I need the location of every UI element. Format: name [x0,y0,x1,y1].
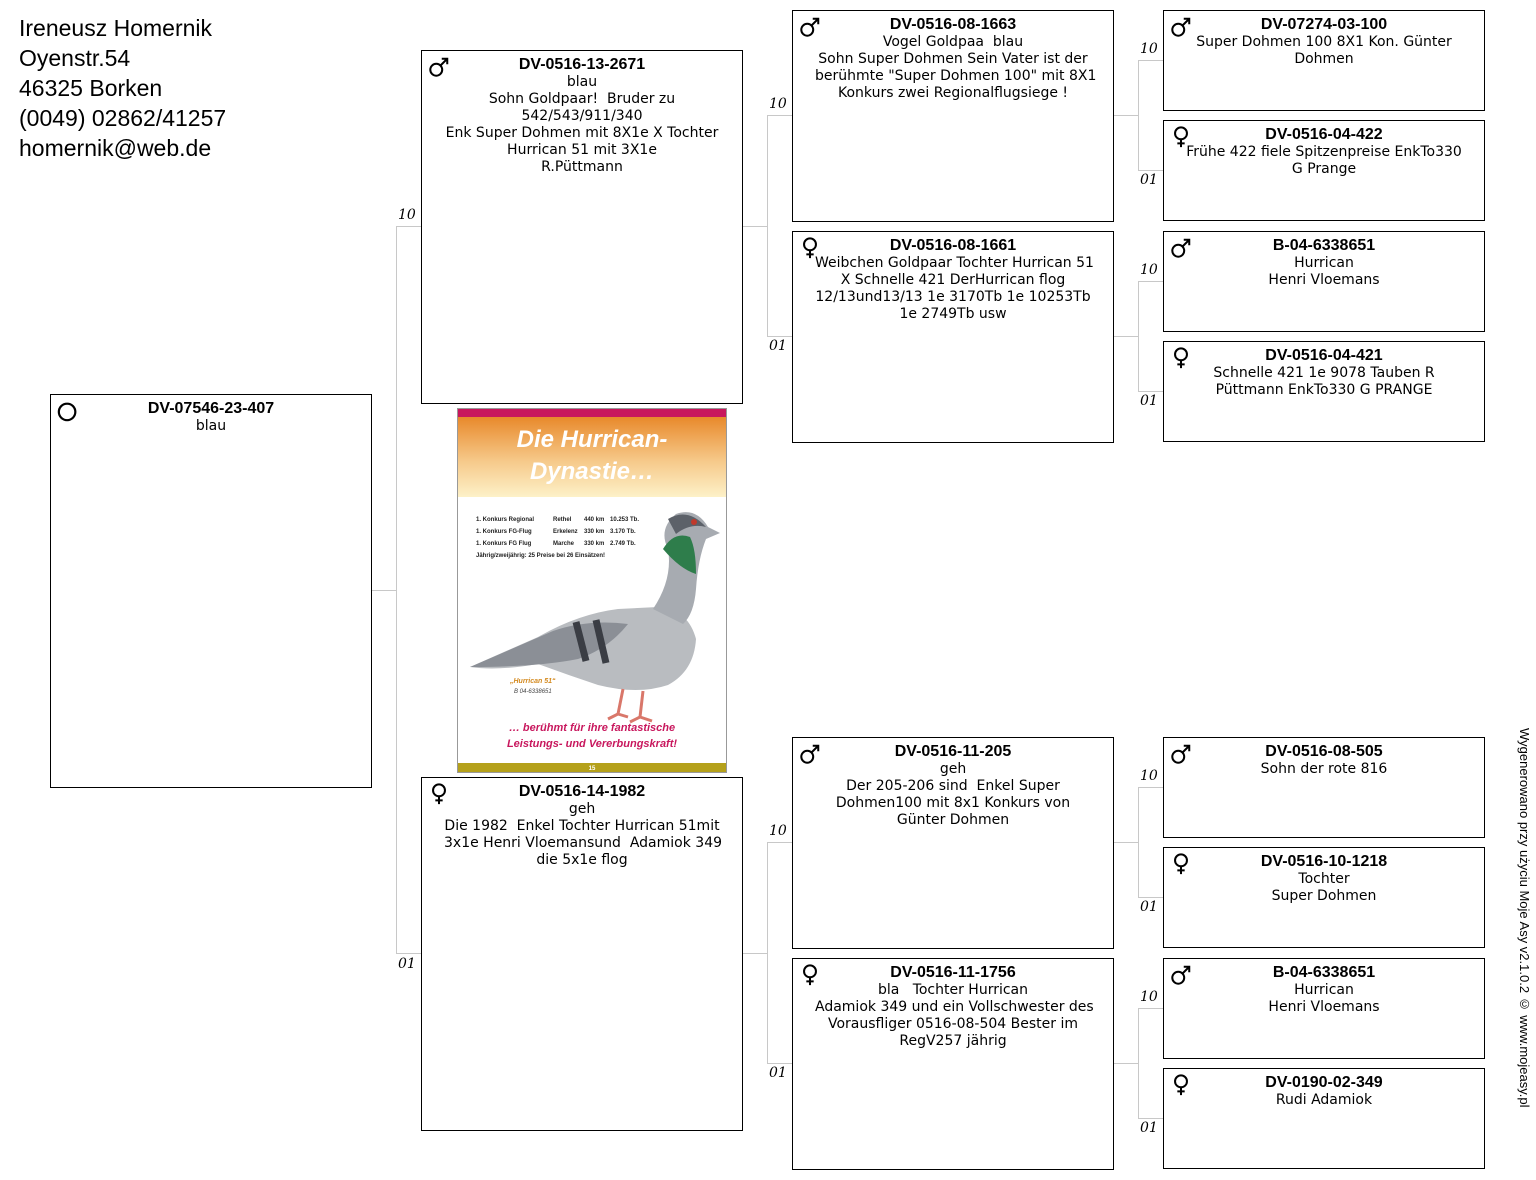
description-line: Henri Vloemans [1268,999,1380,1015]
description-line: Püttmann EnkTo330 G PRANGE [1215,382,1433,398]
description-line: Super Dohmen [1271,888,1377,904]
description-line: die 5x1e flog [536,852,628,868]
unknown-sex-icon [57,399,79,423]
gen-label-mother: 01 [398,956,416,972]
description-line: 1e 2749Tb usw [899,306,1007,322]
male-icon [1170,742,1192,766]
poster-slogan-line1: … berühmt für ihre fantastische [508,722,676,734]
description-line: Der 205-206 sind Enkel Super [846,778,1060,794]
description-line: blau [566,74,598,90]
ring-number: DV-0516-08-505 [1265,743,1383,760]
description-line: Sohn Super Dohmen Sein Vater ist der [818,51,1088,67]
gen-label-father: 10 [1140,768,1158,784]
description-line: Weibchen Goldpaar Tochter Hurrican 51 [815,255,1094,271]
pigeon-card-dam-sire[interactable] [792,737,1114,949]
pigeon-card-dd-sire[interactable] [1163,958,1485,1059]
pigeon-card-dd-dam[interactable] [1163,1068,1485,1169]
pigeon-card-sd-dam[interactable] [1163,341,1485,442]
description-line: Hurrican 51 mit 3X1e [507,142,657,158]
gen-label-father: 10 [398,207,416,223]
ring-number: B-04-6338651 [1272,964,1376,981]
gen-label-mother: 01 [1140,1120,1158,1136]
description-line: geh [568,801,596,817]
description-line: Enk Super Dohmen mit 8X1e X Tochter [445,125,719,141]
description-line: Günter Dohmen [896,812,1010,828]
female-icon [428,782,450,806]
description-line: G Prange [1291,161,1357,177]
female-icon [1170,852,1192,876]
poster-result-1-birds: 10.253 Tb. [610,517,640,523]
gen-label-father: 10 [769,96,787,112]
description-line: Sohn der rote 816 [1260,761,1388,777]
pigeon-description [1164,871,1484,905]
gen-label-father: 10 [1140,989,1158,1005]
poster-result-2-place: Erkelenz [553,529,578,535]
ring-number: DV-0516-10-1218 [1260,853,1388,870]
ring-number: DV-0190-02-349 [1265,1074,1383,1091]
female-icon [1170,1073,1192,1097]
poster-result-3-distance: 330 km [584,541,605,547]
description-line: Schnelle 421 1e 9078 Tauben R [1213,365,1435,381]
pigeon-description [793,34,1113,102]
male-icon [799,742,821,766]
description-line: Dohmen100 mit 8x1 Konkurs von [835,795,1071,811]
description-line: Adamiok 349 und ein Vollschwester des [815,999,1094,1015]
pigeon-card-ds-dam[interactable] [1163,847,1485,948]
ring-number: DV-0516-08-1661 [889,237,1017,254]
ring-number: DV-0516-11-205 [894,743,1012,760]
description-line: Rudi Adamiok [1275,1092,1373,1108]
gen-label-mother: 01 [1140,172,1158,188]
poster-bird-ring: B 04-6338651 [514,689,552,695]
pigeon-card-subject[interactable] [50,394,372,788]
ring-number: DV-0516-11-1756 [890,964,1016,981]
poster-result-2-birds: 3.170 Tb. [610,529,636,535]
owner-phone: (0049) 02862/41257 [19,105,227,131]
hurrican-poster-image [457,408,727,773]
pigeon-description [1164,255,1484,289]
ring-number: B-04-6338651 [1272,237,1376,254]
poster-page-number: 15 [588,766,596,772]
pigeon-description [1164,761,1484,778]
male-icon [799,15,821,39]
description-line: Tochter [1298,871,1350,887]
pigeon-card-sire[interactable] [421,50,743,404]
poster-result-1-name: 1. Konkurs Regional [476,517,535,523]
pigeon-description [1164,34,1484,68]
female-icon [799,963,821,987]
poster-slogan-line2: Leistungs- und Vererbungskraft! [506,738,678,750]
poster-result-3-name: 1. Konkurs FG Flug [476,541,532,547]
ring-number: DV-07546-23-407 [147,400,275,417]
poster-title-line2: Dynastie… [529,458,655,485]
male-icon [1170,963,1192,987]
poster-result-1-place: Rethel [553,517,572,523]
pigeon-description [793,761,1113,829]
poster-result-3-place: Marche [553,541,575,547]
description-line: Die 1982 Enkel Tochter Hurrican 51mit [444,818,720,834]
pigeon-description [422,801,742,869]
poster-result-3-birds: 2.749 Tb. [610,541,636,547]
description-line: Frühe 422 fiele Spitzenpreise EnkTo330 [1186,144,1462,160]
ring-number: DV-0516-08-1663 [889,16,1017,33]
pigeon-card-sd-sire[interactable] [1163,231,1485,332]
owner-street: Oyenstr.54 [19,45,131,71]
description-line: Konkurs zwei Regionalflugsiege ! [837,85,1069,101]
pigeon-card-sire-sire[interactable] [792,10,1114,222]
ring-number: DV-0516-13-2671 [518,56,646,73]
description-line: 542/543/911/340 [521,108,643,124]
owner-city: 46325 Borken [19,75,163,101]
description-line: geh [939,761,967,777]
description-line: RegV257 jährig [899,1033,1007,1049]
gen-label-father: 10 [769,823,787,839]
poster-result-1-distance: 440 km [584,517,605,523]
description-line: X Schnelle 421 DerHurrican flog [840,272,1066,288]
gen-label-father: 10 [1140,41,1158,57]
pigeon-card-dam[interactable] [421,777,743,1131]
owner-info [19,13,226,163]
description-line: Vorausfliger 0516-08-504 Bester im [827,1016,1079,1032]
description-line: 3x1e Henri Vloemansund Adamiok 349 [444,835,723,851]
pigeon-card-ss-dam[interactable] [1163,120,1485,221]
pigeon-description [1164,365,1484,399]
gen-label-father: 10 [1140,262,1158,278]
pigeon-card-ss-sire[interactable] [1163,10,1485,111]
ring-number: DV-07274-03-100 [1260,16,1388,33]
description-line: bla Tochter Hurrican [877,982,1029,998]
description-line: Hurrican [1294,255,1354,271]
pigeon-card-ds-sire[interactable] [1163,737,1485,838]
description-line: 12/13und13/13 1e 3170Tb 1e 10253Tb [815,289,1091,305]
female-icon [799,236,821,260]
male-icon [428,55,450,79]
description-line: Henri Vloemans [1268,272,1380,288]
pigeon-description [422,74,742,176]
generator-credit: Wygenerowano przy użyciu Moje Asy v2.1.0.2 © www.mojeasy.pl [1517,728,1532,1108]
poster-summary: Jährig/zweijährig: 25 Preise bei 26 Einsätzen! [476,553,606,559]
pigeon-description [1164,982,1484,1016]
pigeon-description [51,418,371,435]
gen-label-mother: 01 [1140,899,1158,915]
ring-number: DV-0516-14-1982 [518,783,646,800]
description-line: berühmte "Super Dohmen 100" mit 8X1 [815,68,1097,84]
ring-number: DV-0516-04-422 [1265,126,1383,143]
gen-label-mother: 01 [769,338,787,354]
description-line: Vogel Goldpaa blau [882,34,1024,50]
poster-result-2-name: 1. Konkurs FG-Flug [476,529,532,535]
male-icon [1170,15,1192,39]
pigeon-description [793,255,1113,323]
description-line: Super Dohmen 100 8X1 Kon. Günter [1196,34,1452,50]
pigeon-card-sire-dam[interactable] [792,231,1114,443]
owner-email: homernik@web.de [19,135,212,161]
owner-name: Ireneusz Homernik [19,15,213,41]
gen-label-mother: 01 [769,1065,787,1081]
male-icon [1170,236,1192,260]
poster-title-line1: Die Hurrican- [516,426,668,453]
pigeon-description [793,982,1113,1050]
description-line: Hurrican [1294,982,1354,998]
female-icon [1170,346,1192,370]
description-line: Sohn Goldpaar! Bruder zu [488,91,676,107]
pigeon-card-dam-dam[interactable] [792,958,1114,1170]
poster-result-2-distance: 330 km [584,529,605,535]
gen-label-mother: 01 [1140,393,1158,409]
female-icon [1170,125,1192,149]
pigeon-description [1164,144,1484,178]
pigeon-description [1164,1092,1484,1109]
description-line: blau [195,418,227,434]
description-line: Dohmen [1294,51,1354,67]
description-line: R.Püttmann [541,159,623,175]
poster-bird-name: „Hurrican 51“ [510,678,556,685]
ring-number: DV-0516-04-421 [1265,347,1383,364]
